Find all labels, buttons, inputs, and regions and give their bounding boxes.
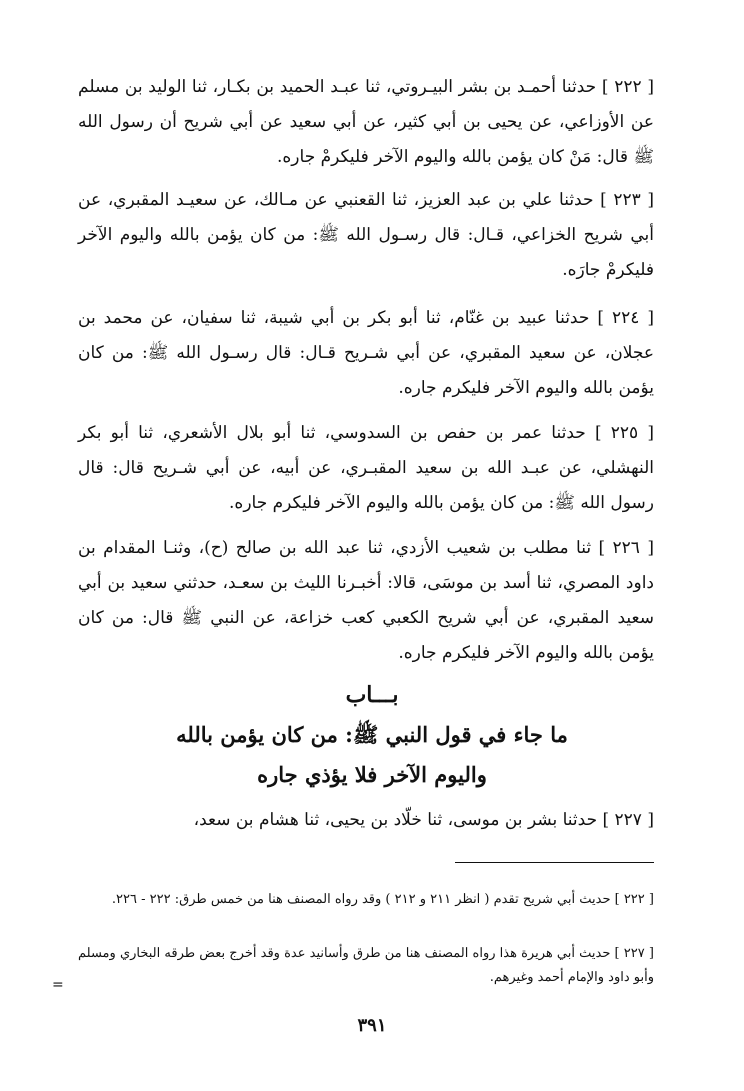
hadith-222: [ ٢٢٢ ] حدثنا أحمـد بن بشر البيـروتي، ثنا عبـد الحميد بن بكـار، ثنا الوليد بن مسلم عن الأوزاعي، عن يحيى بن أبي كثير، عن أبي سعيد عن أبي شريح أن رسول الله ﷺ قال: مَنْ كان يؤمن بالله واليوم الآخر فليكرمْ جاره. (78, 77, 654, 167)
hadith-227: [ ٢٢٧ ] حدثنا بشر بن موسى، ثنا خلّاد بن يحيى، ثنا هشام بن سعد، (193, 810, 654, 830)
chapter-title-line-1: ما جاء في قول النبي ﷺ: من كان يؤمن بالله (176, 722, 568, 747)
chapter-title-line-2: واليوم الآخر فلا يؤذي جاره (257, 762, 487, 787)
footnote-227: [ ٢٢٧ ] حديث أبي هريرة هذا رواه المصنف هنا من طرق وأسانيد عدة وقد أخرج بعض طرقه البخاري ومسلم وأبو داود والإمام أحمد وغيرهم. (78, 946, 654, 985)
hadith-224: [ ٢٢٤ ] حدثنا عبيد بن غنّام، ثنا أبو بكر بن أبي شيبة، ثنا سفيان، عن محمد بن عجلان، عن سعيد المقبري، عن أبي شـريح قـال: قال رسـول الله ﷺ: من كان يؤمن بالله واليوم الآخر فليكرم جاره. (78, 308, 654, 398)
chapter-heading-word: بـــاب (345, 682, 399, 708)
hadith-223: [ ٢٢٣ ] حدثنا علي بن عبد العزيز، ثنا القعنبي عن مـالك، عن سعيـد المقبري، عن أبي شريح الخزاعي، قـال: قال رسـول الله ﷺ: من كان يؤمن بالله واليوم الآخر فليكرمْ جارَه. (78, 190, 654, 280)
hadith-225: [ ٢٢٥ ] حدثنا عمر بن حفص بن السدوسي، ثنا أبو بلال الأشعري، ثنا أبو بكر النهشلي، عن عبـد الله بن سعيد المقبـري، عن أبيه، عن أبي شـريح قال: قال رسول الله ﷺ: من كان يؤمن بالله واليوم الآخر فليكرم جاره. (78, 423, 654, 513)
page-number: ٣٩١ (357, 1015, 387, 1036)
footnote-222: [ ٢٢٢ ] حديث أبي شريح تقدم ( انظر ٢١١ و ٢١٢ ) وقد رواه المصنف هنا من خمس طرق: ٢٢٢ - ٢٢٦. (111, 892, 654, 907)
footnote-divider (455, 862, 654, 863)
hadith-226: [ ٢٢٦ ] ثنا مطلب بن شعيب الأزدي، ثنا عبد الله بن صالح (ح)، وثنـا المقدام بن داود المصري، ثنا أسد بن موسَى، قالا: أخبـرنا الليث بن سعـد، حدثني سعيد بن أبي سعيد المقبري، عن أبي شريح الكعبي كعب خزاعة، عن النبي ﷺ قال: من كان يؤمن بالله واليوم الآخر فليكرم جاره. (78, 538, 654, 663)
continuation-mark: = (52, 977, 64, 993)
